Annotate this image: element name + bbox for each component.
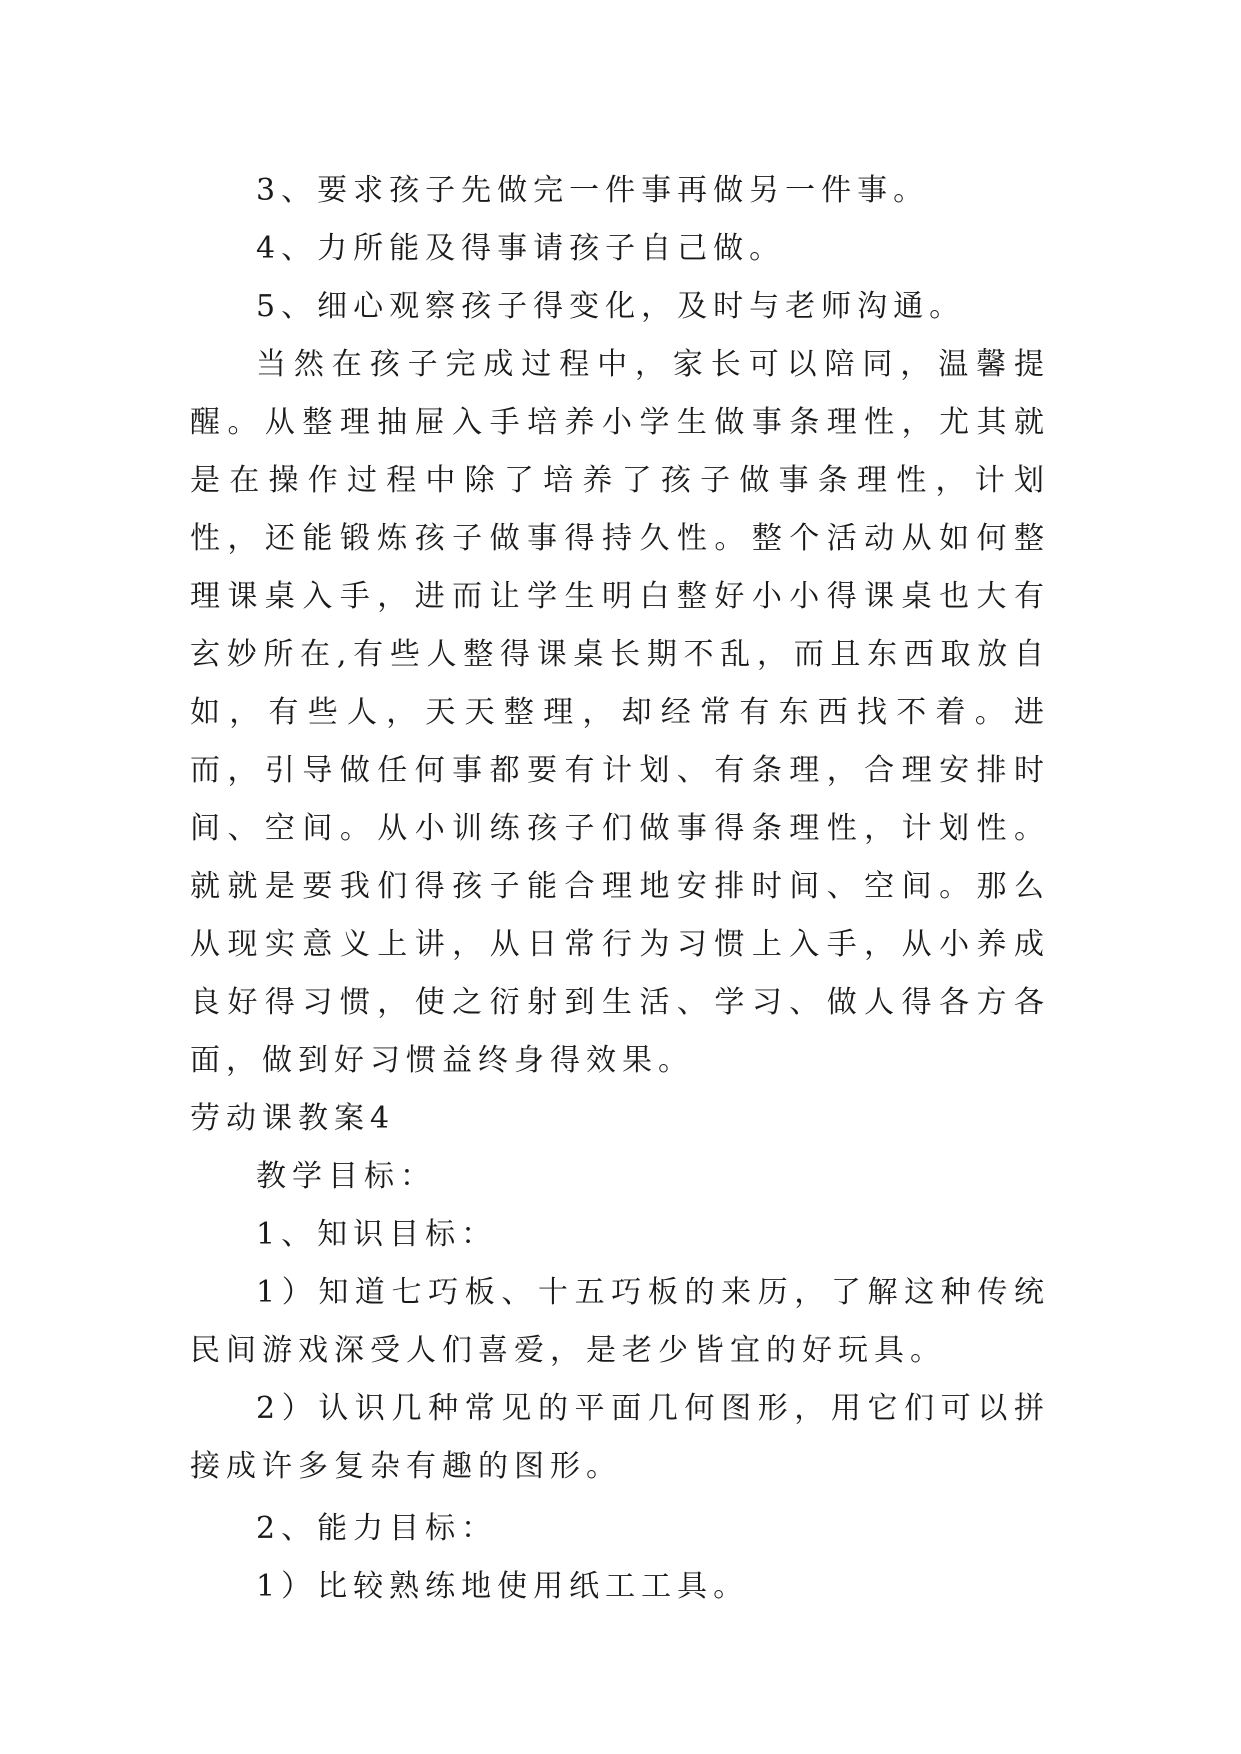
document-body xyxy=(190,162,1050,1616)
knowledge-item: 2）认识几种常见的平面几何图形，用它们可以拼接成许多复杂有趣的图形。 xyxy=(190,1391,1050,1484)
ability-heading: 2、能力目标： xyxy=(256,1511,498,1546)
summary-paragraph: 当然在孩子完成过程中，家长可以陪同，温馨提醒。从整理抽屉入手培养小学生做事条理性，尤其就是在操作过程中除了培养了孩子做事条理性，计划性，还能锻炼孩子做事得持久性。整个活动从如何整理课桌入手，进而让学生明白整好小小得课桌也大有玄妙所在,有些人整得课桌长期不乱，而且东西取放自如，有些人，天天整理，却经常有东西找不着。进而，引导做任何事都要有计划、有条理，合理安排时间、空间。从小训练孩子们做事得条理性，计划性。就就是要我们得孩子能合理地安排时间、空间。那么从现实意义上讲，从日常行为习惯上入手，从小养成良好得习惯，使之衍射到生活、学习、做人得各方各面，做到好习惯益终身得效果。 xyxy=(190,347,1050,1078)
objectives-heading: 教学目标： xyxy=(256,1159,436,1194)
section-title: 劳动课教案4 xyxy=(190,1101,396,1136)
knowledge-heading: 1、知识目标： xyxy=(256,1217,498,1252)
knowledge-item: 1）知道七巧板、十五巧板的来历，了解这种传统民间游戏深受人们喜爱，是老少皆宜的好玩具。 xyxy=(190,1275,1050,1368)
list-item: 5、细心观察孩子得变化，及时与老师沟通。 xyxy=(256,289,966,324)
list-item: 4、力所能及得事请孩子自己做。 xyxy=(256,231,786,266)
list-item: 3、要求孩子先做完一件事再做另一件事。 xyxy=(256,173,930,208)
ability-item: 1）比较熟练地使用纸工工具。 xyxy=(256,1569,750,1604)
